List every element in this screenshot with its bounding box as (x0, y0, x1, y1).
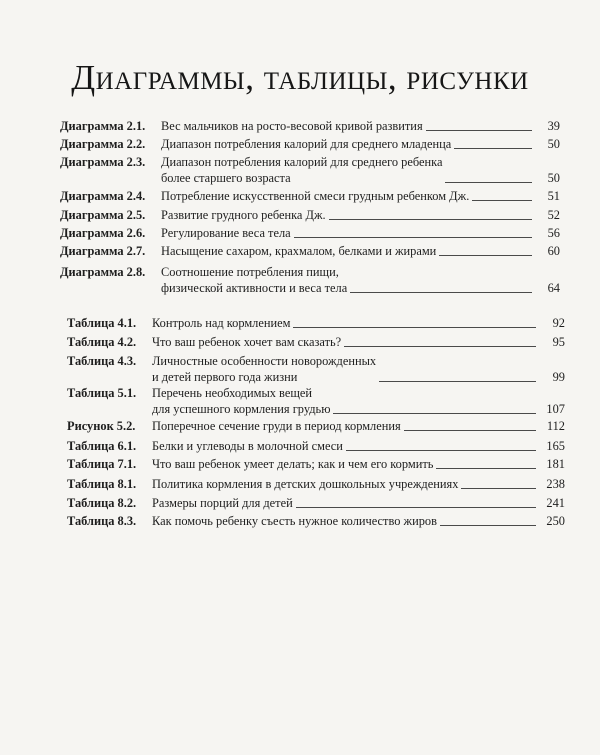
toc-leader-line (293, 327, 536, 328)
toc-entry-page: 165 (546, 439, 565, 453)
toc-entry-page: 50 (547, 137, 560, 151)
toc-leader-line (426, 130, 532, 131)
toc-entry (0, 385, 600, 417)
toc-leader-line (472, 200, 532, 201)
toc-entry-title-line: Регулирование веса тела (161, 226, 291, 240)
toc-entry-label: Таблица 6.1. (67, 439, 137, 453)
toc-entry-title-line: Развитие грудного ребенка Дж. (161, 208, 326, 222)
toc-entry-label: Таблица 8.3. (67, 514, 137, 528)
toc-entry (0, 188, 600, 204)
toc-entry-page: 95 (552, 335, 565, 349)
toc-entry-title (152, 334, 341, 350)
toc-entry-title-line: Диапазон потребления калорий для среднего младенца (161, 137, 452, 151)
toc-entry-page: 60 (547, 244, 560, 258)
toc-entry-label: Таблица 8.1. (67, 477, 137, 491)
toc-entry-title (152, 438, 343, 454)
toc-leader-line (439, 255, 532, 256)
toc-entry-title-line: Белки и углеводы в молочной смеси (152, 439, 343, 453)
toc-leader-line (404, 430, 536, 431)
toc-entry-title-line: физической активности и веса тела (161, 281, 348, 295)
toc-entry-page: 51 (547, 189, 560, 203)
toc-entry (0, 513, 600, 529)
toc-entry-title (152, 315, 290, 331)
toc-entry-title-line: более старшего возраста (161, 171, 291, 185)
toc-entry-page: 107 (546, 402, 565, 416)
toc-entry (0, 136, 600, 152)
toc-leader-line (346, 450, 536, 451)
toc-entry-title-line: Потребление искусственной смеси грудным ребенком Дж. (161, 189, 470, 203)
toc-entry-title-line: Соотношение потребления пищи, (161, 265, 339, 279)
toc-leader-line (329, 219, 532, 220)
toc-entry-title (161, 188, 469, 204)
toc-entry-label: Таблица 7.1. (67, 457, 137, 471)
toc-entry-title (152, 385, 330, 417)
toc-leader-line (454, 148, 532, 149)
toc-entry (0, 334, 600, 350)
toc-entry-page: 250 (546, 514, 565, 528)
toc-entry-title-line: Личностные особенности новорожденных (152, 354, 377, 368)
toc-entry-label: Диаграмма 2.3. (60, 155, 146, 169)
toc-leader-line (440, 525, 536, 526)
toc-leader-line (333, 413, 536, 414)
toc-entry-title (152, 513, 437, 529)
toc-entry (0, 264, 600, 296)
toc-entry-label: Диаграмма 2.1. (60, 119, 146, 133)
toc-entry-page: 92 (552, 316, 565, 330)
toc-entry (0, 207, 600, 223)
toc-entry-page: 56 (547, 226, 560, 240)
toc-entry (0, 495, 600, 511)
toc-entry-label: Диаграмма 2.8. (60, 265, 146, 279)
toc-leader-line (379, 381, 536, 382)
toc-entry-title (161, 136, 451, 152)
toc-entry-page: 241 (546, 496, 565, 510)
toc-leader-line (296, 507, 536, 508)
toc-entry-title-line: и детей первого года жизни (152, 370, 298, 384)
toc-entry-page: 52 (547, 208, 560, 222)
toc-entry (0, 353, 600, 385)
toc-leader-line (436, 468, 536, 469)
toc-entry-title-line: Вес мальчиков на росто-весовой кривой развития (161, 119, 423, 133)
toc-entry-title (161, 154, 442, 186)
toc-entry-title (152, 418, 401, 434)
toc-entry-page: 39 (547, 119, 560, 133)
toc-entry (0, 154, 600, 186)
toc-entry-title (152, 353, 376, 385)
toc-entry-title (152, 476, 458, 492)
toc-entry-label: Таблица 4.3. (67, 354, 137, 368)
toc-entry (0, 456, 600, 472)
toc-entry-page: 99 (552, 370, 565, 384)
toc-leader-line (294, 237, 532, 238)
toc-entry-title-line: Перечень необходимых вещей (152, 386, 313, 400)
toc-leader-line (350, 292, 532, 293)
toc-entry-label: Рисунок 5.2. (67, 419, 136, 433)
toc-entry-title-line: Что ваш ребенок хочет вам сказать? (152, 335, 342, 349)
toc-entry-title (161, 207, 326, 223)
toc-entry-title (161, 118, 423, 134)
toc-entry-label: Диаграмма 2.4. (60, 189, 146, 203)
toc-entry-title-line: Диапазон потребления калорий для среднего ребенка (161, 155, 443, 169)
toc-entry-label: Диаграмма 2.7. (60, 244, 146, 258)
toc-leader-line (461, 488, 536, 489)
toc-entry-label: Таблица 4.2. (67, 335, 137, 349)
toc-leader-line (445, 182, 532, 183)
toc-entry (0, 118, 600, 134)
toc-leader-line (344, 346, 536, 347)
toc-entry-title-line: Политика кормления в детских дошкольных учреждениях (152, 477, 459, 491)
page-title: Диаграммы, таблицы, рисунки (71, 58, 529, 97)
toc-entry-title-line: Насыщение сахаром, крахмалом, белками и жирами (161, 244, 437, 258)
toc-entry-page: 112 (546, 419, 565, 433)
toc-entry-page: 238 (546, 477, 565, 491)
toc-entry-label: Диаграмма 2.6. (60, 226, 146, 240)
toc-entry (0, 476, 600, 492)
toc-entry-title (152, 456, 433, 472)
toc-entry (0, 438, 600, 454)
toc-entry-title (161, 225, 291, 241)
toc-entry-title-line: Контроль над кормлением (152, 316, 291, 330)
toc-entry-label: Таблица 4.1. (67, 316, 137, 330)
toc-entry-page: 64 (547, 281, 560, 295)
toc-entry-title (152, 495, 293, 511)
toc-entry-title-line: Поперечное сечение груди в период кормления (152, 419, 401, 433)
toc-entry-title-line: Что ваш ребенок умеет делать; как и чем его кормить (152, 457, 434, 471)
toc-entry-label: Диаграмма 2.2. (60, 137, 146, 151)
toc-entry (0, 243, 600, 259)
toc-entry (0, 225, 600, 241)
toc-entry-page: 50 (547, 171, 560, 185)
toc-entry (0, 315, 600, 331)
toc-entry-page: 181 (546, 457, 565, 471)
toc-entry-label: Таблица 8.2. (67, 496, 137, 510)
toc-entry-title (161, 264, 347, 296)
toc-entry (0, 418, 600, 434)
toc-entry-title (161, 243, 436, 259)
toc-entry-label: Диаграмма 2.5. (60, 208, 146, 222)
toc-entry-label: Таблица 5.1. (67, 386, 137, 400)
toc-entry-title-line: для успешного кормления грудью (152, 402, 331, 416)
toc-entry-title-line: Размеры порций для детей (152, 496, 293, 510)
toc-entry-title-line: Как помочь ребенку съесть нужное количество жиров (152, 514, 437, 528)
